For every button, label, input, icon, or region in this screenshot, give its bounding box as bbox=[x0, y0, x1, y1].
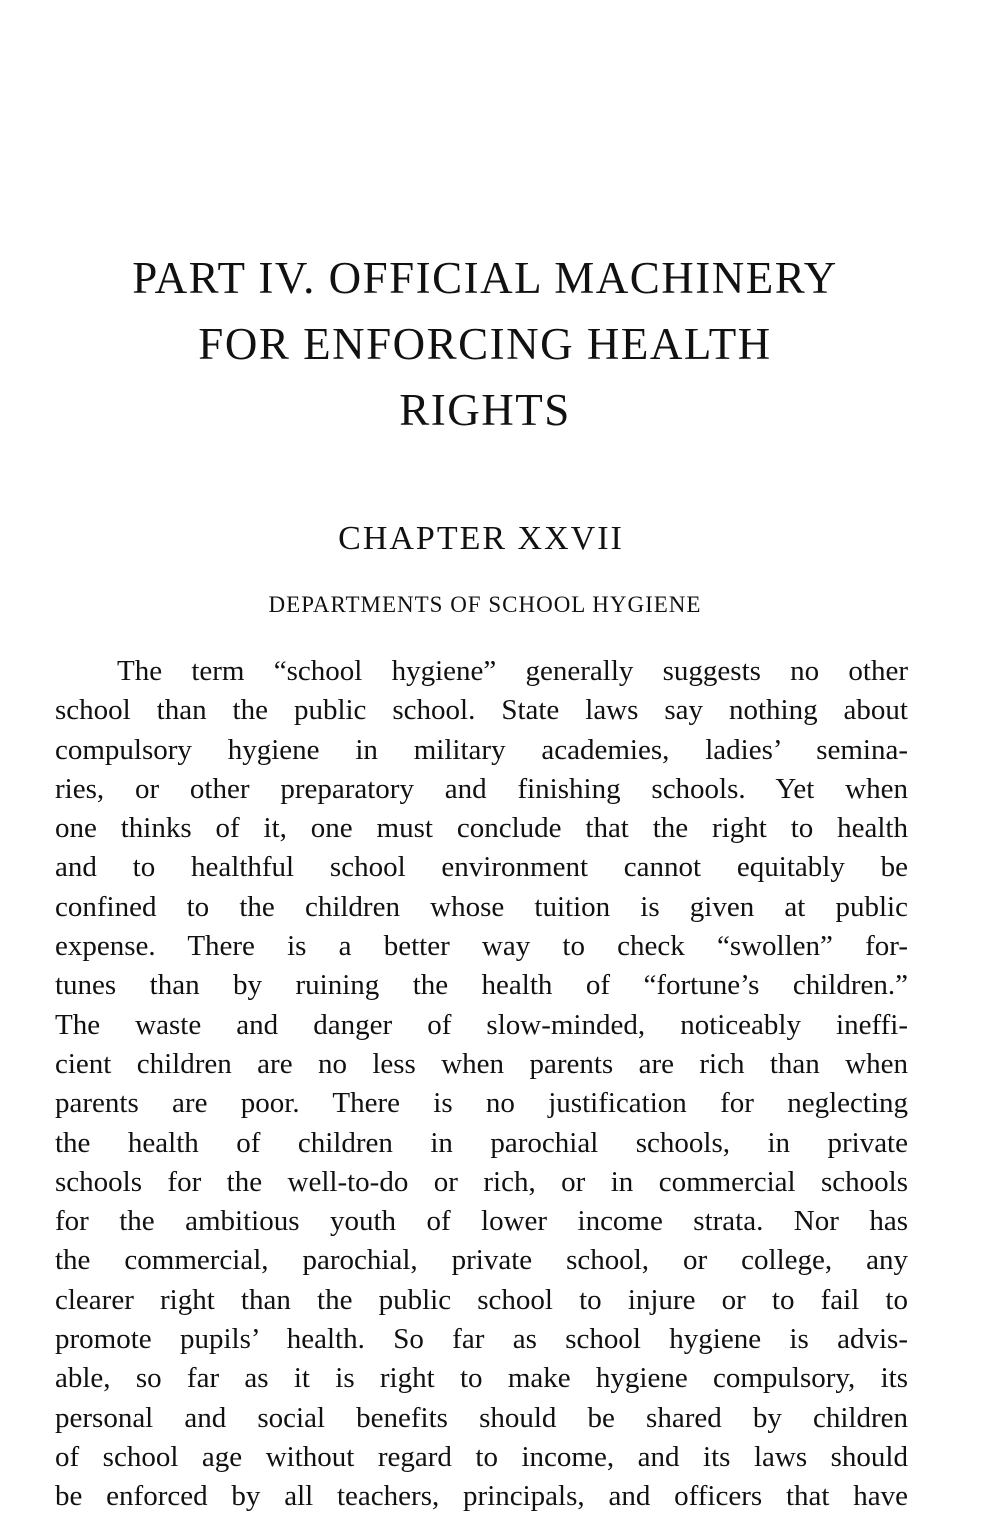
text-line: parents are poor. There is no justification for neglecting bbox=[55, 1087, 908, 1120]
text-line: of school age without regard to income, and its laws should bbox=[55, 1440, 908, 1473]
text-line: expense. There is a better way to check “swollen” for- bbox=[55, 930, 908, 963]
text-line: the commercial, parochial, private school, or college, any bbox=[55, 1244, 908, 1277]
part-title-line-1: PART IV. OFFICIAL MACHINERY bbox=[132, 253, 838, 303]
text-line: the health of children in parochial schools, in private bbox=[55, 1126, 908, 1159]
text-line: confined to the children whose tuition is given at public bbox=[55, 890, 908, 923]
chapter-subtitle: DEPARTMENTS OF SCHOOL HYGIENE bbox=[268, 592, 702, 617]
text-line: schools for the well-to-do or rich, or in commercial schools bbox=[55, 1165, 908, 1198]
body-paragraph bbox=[55, 652, 908, 1517]
text-line: personal and social benefits should be shared by children bbox=[55, 1401, 908, 1434]
text-line: able, so far as it is right to make hygiene compulsory, its bbox=[55, 1362, 908, 1395]
text-line: promote pupils’ health. So far as school hygiene is advis- bbox=[55, 1323, 908, 1356]
text-line: and to healthful school environment cannot equitably be bbox=[55, 851, 908, 884]
text-line: compulsory hygiene in military academies, ladies’ semina- bbox=[55, 733, 908, 766]
text-line: for the ambitious youth of lower income strata. Nor has bbox=[55, 1205, 908, 1238]
text-line: school than the public school. State laws say nothing about bbox=[55, 694, 908, 727]
text-line: ries, or other preparatory and finishing schools. Yet when bbox=[55, 772, 908, 805]
text-line: The term “school hygiene” generally suggests no other bbox=[117, 655, 908, 687]
part-title-line-3: RIGHTS bbox=[399, 385, 571, 435]
text-line: The waste and danger of slow-minded, noticeably ineffi- bbox=[55, 1008, 908, 1041]
text-line: clearer right than the public school to injure or to fail to bbox=[55, 1283, 908, 1316]
chapter-heading: CHAPTER XXVII bbox=[338, 520, 624, 557]
part-title-line-2: FOR ENFORCING HEALTH bbox=[198, 319, 772, 369]
text-line: cient children are no less when parents are rich than when bbox=[55, 1047, 908, 1080]
text-line: tunes than by ruining the health of “fortune’s children.” bbox=[55, 969, 908, 1002]
text-line: one thinks of it, one must conclude that the right to health bbox=[55, 812, 908, 845]
text-line: be enforced by all teachers, principals, and officers that have bbox=[55, 1480, 908, 1513]
